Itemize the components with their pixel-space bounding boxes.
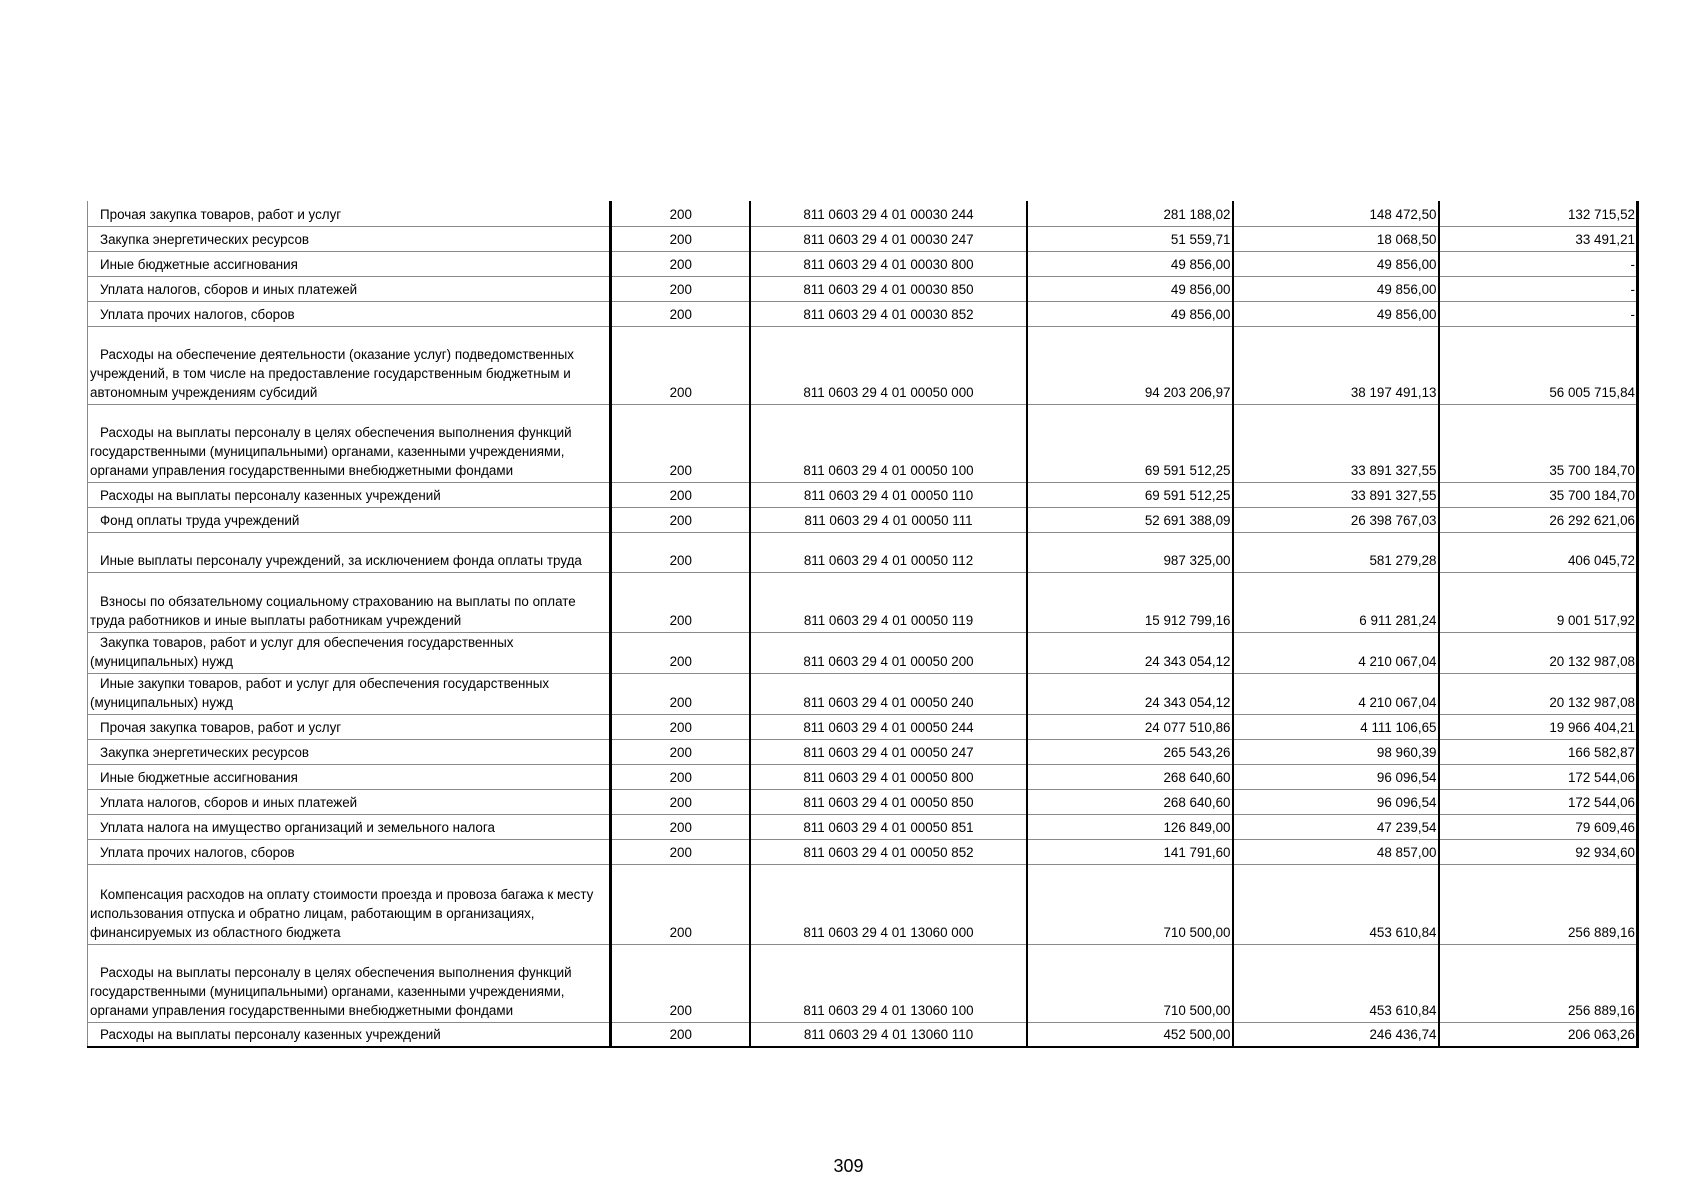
row-kbk-cell: 811 0603 29 4 01 00050 111 bbox=[750, 507, 1027, 532]
row-code-cell: 200 bbox=[611, 507, 750, 532]
row-name-cell: Закупка энергетических ресурсов bbox=[88, 739, 611, 764]
row-approved-cell: 24 343 054,12 bbox=[1027, 632, 1233, 673]
row-executed-cell: 4 210 067,04 bbox=[1233, 673, 1439, 714]
row-code-cell: 200 bbox=[611, 944, 750, 1022]
row-kbk-cell: 811 0603 29 4 01 00050 119 bbox=[750, 572, 1027, 632]
row-executed-cell: 18 068,50 bbox=[1233, 226, 1439, 251]
table-row bbox=[88, 739, 1638, 764]
row-kbk-cell: 811 0603 29 4 01 13060 100 bbox=[750, 944, 1027, 1022]
row-executed-cell: 4 210 067,04 bbox=[1233, 632, 1439, 673]
table-row bbox=[88, 789, 1638, 814]
row-unexecuted-cell: 256 889,16 bbox=[1439, 944, 1638, 1022]
table-row bbox=[88, 226, 1638, 251]
table-row bbox=[88, 404, 1638, 482]
row-code-cell: 200 bbox=[611, 326, 750, 404]
row-name-cell: Иные бюджетные ассигнования bbox=[88, 764, 611, 789]
table-row bbox=[88, 532, 1638, 572]
row-unexecuted-cell: 19 966 404,21 bbox=[1439, 714, 1638, 739]
row-code-cell: 200 bbox=[611, 251, 750, 276]
row-unexecuted-cell: 20 132 987,08 bbox=[1439, 673, 1638, 714]
table-row bbox=[88, 251, 1638, 276]
row-name-cell: Уплата прочих налогов, сборов bbox=[88, 301, 611, 326]
row-executed-cell: 38 197 491,13 bbox=[1233, 326, 1439, 404]
row-approved-cell: 49 856,00 bbox=[1027, 251, 1233, 276]
row-unexecuted-cell: - bbox=[1439, 301, 1638, 326]
row-unexecuted-cell: 20 132 987,08 bbox=[1439, 632, 1638, 673]
row-code-cell: 200 bbox=[611, 226, 750, 251]
table-row bbox=[88, 864, 1638, 944]
row-unexecuted-cell: 206 063,26 bbox=[1439, 1022, 1638, 1047]
row-unexecuted-cell: 406 045,72 bbox=[1439, 532, 1638, 572]
row-code-cell: 200 bbox=[611, 839, 750, 864]
row-kbk-cell: 811 0603 29 4 01 13060 000 bbox=[750, 864, 1027, 944]
row-name-cell: Фонд оплаты труда учреждений bbox=[88, 507, 611, 532]
row-unexecuted-cell: 172 544,06 bbox=[1439, 789, 1638, 814]
row-executed-cell: 148 472,50 bbox=[1233, 201, 1439, 226]
row-executed-cell: 96 096,54 bbox=[1233, 789, 1439, 814]
row-executed-cell: 96 096,54 bbox=[1233, 764, 1439, 789]
table-row bbox=[88, 201, 1638, 226]
row-kbk-cell: 811 0603 29 4 01 00030 800 bbox=[750, 251, 1027, 276]
row-name-cell: Прочая закупка товаров, работ и услуг bbox=[88, 201, 611, 226]
row-name-cell: Расходы на выплаты персоналу казенных учреждений bbox=[88, 482, 611, 507]
table-row bbox=[88, 482, 1638, 507]
table-row bbox=[88, 764, 1638, 789]
row-name-cell: Уплата налога на имущество организаций и земельного налога bbox=[88, 814, 611, 839]
row-name-cell: Расходы на обеспечение деятельности (оказание услуг) подведомственных учреждений, в том числе на предоставление государственным бюджетным и автономным учреждениям субсидий bbox=[88, 326, 611, 404]
row-approved-cell: 24 077 510,86 bbox=[1027, 714, 1233, 739]
row-approved-cell: 69 591 512,25 bbox=[1027, 404, 1233, 482]
row-approved-cell: 52 691 388,09 bbox=[1027, 507, 1233, 532]
table-row bbox=[88, 839, 1638, 864]
row-code-cell: 200 bbox=[611, 1022, 750, 1047]
table-row bbox=[88, 1022, 1638, 1047]
table-body bbox=[88, 201, 1638, 1047]
row-approved-cell: 126 849,00 bbox=[1027, 814, 1233, 839]
row-code-cell: 200 bbox=[611, 301, 750, 326]
row-executed-cell: 453 610,84 bbox=[1233, 944, 1439, 1022]
table-row bbox=[88, 276, 1638, 301]
row-approved-cell: 141 791,60 bbox=[1027, 839, 1233, 864]
row-executed-cell: 246 436,74 bbox=[1233, 1022, 1439, 1047]
row-executed-cell: 49 856,00 bbox=[1233, 301, 1439, 326]
row-code-cell: 200 bbox=[611, 673, 750, 714]
row-name-cell: Иные закупки товаров, работ и услуг для обеспечения государственных (муниципальных) нужд bbox=[88, 673, 611, 714]
row-executed-cell: 98 960,39 bbox=[1233, 739, 1439, 764]
row-executed-cell: 4 111 106,65 bbox=[1233, 714, 1439, 739]
table-row bbox=[88, 944, 1638, 1022]
row-approved-cell: 24 343 054,12 bbox=[1027, 673, 1233, 714]
row-unexecuted-cell: 9 001 517,92 bbox=[1439, 572, 1638, 632]
row-kbk-cell: 811 0603 29 4 01 00050 800 bbox=[750, 764, 1027, 789]
row-code-cell: 200 bbox=[611, 276, 750, 301]
table-row bbox=[88, 673, 1638, 714]
row-kbk-cell: 811 0603 29 4 01 00050 100 bbox=[750, 404, 1027, 482]
row-approved-cell: 710 500,00 bbox=[1027, 864, 1233, 944]
row-executed-cell: 581 279,28 bbox=[1233, 532, 1439, 572]
row-kbk-cell: 811 0603 29 4 01 00050 000 bbox=[750, 326, 1027, 404]
row-unexecuted-cell: 35 700 184,70 bbox=[1439, 482, 1638, 507]
row-executed-cell: 26 398 767,03 bbox=[1233, 507, 1439, 532]
row-name-cell: Прочая закупка товаров, работ и услуг bbox=[88, 714, 611, 739]
row-kbk-cell: 811 0603 29 4 01 00030 850 bbox=[750, 276, 1027, 301]
row-approved-cell: 710 500,00 bbox=[1027, 944, 1233, 1022]
row-kbk-cell: 811 0603 29 4 01 00050 240 bbox=[750, 673, 1027, 714]
row-unexecuted-cell: - bbox=[1439, 276, 1638, 301]
row-unexecuted-cell: - bbox=[1439, 251, 1638, 276]
row-kbk-cell: 811 0603 29 4 01 00050 110 bbox=[750, 482, 1027, 507]
row-executed-cell: 33 891 327,55 bbox=[1233, 482, 1439, 507]
row-unexecuted-cell: 166 582,87 bbox=[1439, 739, 1638, 764]
row-approved-cell: 51 559,71 bbox=[1027, 226, 1233, 251]
row-kbk-cell: 811 0603 29 4 01 00050 247 bbox=[750, 739, 1027, 764]
row-executed-cell: 49 856,00 bbox=[1233, 251, 1439, 276]
row-approved-cell: 268 640,60 bbox=[1027, 764, 1233, 789]
row-kbk-cell: 811 0603 29 4 01 00030 247 bbox=[750, 226, 1027, 251]
row-approved-cell: 49 856,00 bbox=[1027, 276, 1233, 301]
row-unexecuted-cell: 26 292 621,06 bbox=[1439, 507, 1638, 532]
row-name-cell: Уплата прочих налогов, сборов bbox=[88, 839, 611, 864]
row-code-cell: 200 bbox=[611, 764, 750, 789]
row-name-cell: Компенсация расходов на оплату стоимости проезда и провоза багажа к месту использования отпуска и обратно лицам, работающим в организациях, финансируемых из областного бюджета bbox=[88, 864, 611, 944]
row-code-cell: 200 bbox=[611, 714, 750, 739]
row-approved-cell: 94 203 206,97 bbox=[1027, 326, 1233, 404]
row-approved-cell: 268 640,60 bbox=[1027, 789, 1233, 814]
row-approved-cell: 265 543,26 bbox=[1027, 739, 1233, 764]
row-name-cell: Уплата налогов, сборов и иных платежей bbox=[88, 276, 611, 301]
row-kbk-cell: 811 0603 29 4 01 00050 200 bbox=[750, 632, 1027, 673]
row-unexecuted-cell: 79 609,46 bbox=[1439, 814, 1638, 839]
row-executed-cell: 6 911 281,24 bbox=[1233, 572, 1439, 632]
row-executed-cell: 47 239,54 bbox=[1233, 814, 1439, 839]
row-executed-cell: 49 856,00 bbox=[1233, 276, 1439, 301]
row-code-cell: 200 bbox=[611, 632, 750, 673]
row-code-cell: 200 bbox=[611, 482, 750, 507]
row-kbk-cell: 811 0603 29 4 01 00050 851 bbox=[750, 814, 1027, 839]
row-unexecuted-cell: 56 005 715,84 bbox=[1439, 326, 1638, 404]
row-executed-cell: 48 857,00 bbox=[1233, 839, 1439, 864]
row-code-cell: 200 bbox=[611, 864, 750, 944]
row-kbk-cell: 811 0603 29 4 01 00050 850 bbox=[750, 789, 1027, 814]
row-name-cell: Взносы по обязательному социальному страхованию на выплаты по оплате труда работников и иные выплаты работникам учреждений bbox=[88, 572, 611, 632]
row-executed-cell: 453 610,84 bbox=[1233, 864, 1439, 944]
row-unexecuted-cell: 256 889,16 bbox=[1439, 864, 1638, 944]
row-code-cell: 200 bbox=[611, 814, 750, 839]
budget-execution-table bbox=[87, 201, 1639, 1048]
row-name-cell: Расходы на выплаты персоналу казенных учреждений bbox=[88, 1022, 611, 1047]
row-kbk-cell: 811 0603 29 4 01 00050 244 bbox=[750, 714, 1027, 739]
row-unexecuted-cell: 92 934,60 bbox=[1439, 839, 1638, 864]
row-code-cell: 200 bbox=[611, 572, 750, 632]
table-row bbox=[88, 714, 1638, 739]
row-unexecuted-cell: 33 491,21 bbox=[1439, 226, 1638, 251]
row-kbk-cell: 811 0603 29 4 01 00030 244 bbox=[750, 201, 1027, 226]
row-unexecuted-cell: 172 544,06 bbox=[1439, 764, 1638, 789]
row-code-cell: 200 bbox=[611, 404, 750, 482]
row-executed-cell: 33 891 327,55 bbox=[1233, 404, 1439, 482]
row-unexecuted-cell: 132 715,52 bbox=[1439, 201, 1638, 226]
row-approved-cell: 452 500,00 bbox=[1027, 1022, 1233, 1047]
row-code-cell: 200 bbox=[611, 201, 750, 226]
row-kbk-cell: 811 0603 29 4 01 13060 110 bbox=[750, 1022, 1027, 1047]
row-code-cell: 200 bbox=[611, 789, 750, 814]
row-name-cell: Уплата налогов, сборов и иных платежей bbox=[88, 789, 611, 814]
row-approved-cell: 49 856,00 bbox=[1027, 301, 1233, 326]
table-row bbox=[88, 326, 1638, 404]
row-name-cell: Закупка энергетических ресурсов bbox=[88, 226, 611, 251]
row-code-cell: 200 bbox=[611, 532, 750, 572]
row-name-cell: Иные бюджетные ассигнования bbox=[88, 251, 611, 276]
row-approved-cell: 15 912 799,16 bbox=[1027, 572, 1233, 632]
row-name-cell: Закупка товаров, работ и услуг для обеспечения государственных (муниципальных) нужд bbox=[88, 632, 611, 673]
row-unexecuted-cell: 35 700 184,70 bbox=[1439, 404, 1638, 482]
table-row bbox=[88, 632, 1638, 673]
row-approved-cell: 987 325,00 bbox=[1027, 532, 1233, 572]
row-name-cell: Расходы на выплаты персоналу в целях обеспечения выполнения функций государственными (муниципальными) органами, казенными учреждениями, органами управления государственными внебюджетными фондами bbox=[88, 944, 611, 1022]
page-number: 309 bbox=[833, 1156, 864, 1176]
row-approved-cell: 69 591 512,25 bbox=[1027, 482, 1233, 507]
row-name-cell: Расходы на выплаты персоналу в целях обеспечения выполнения функций государственными (муниципальными) органами, казенными учреждениями, органами управления государственными внебюджетными фондами bbox=[88, 404, 611, 482]
table-row bbox=[88, 301, 1638, 326]
row-kbk-cell: 811 0603 29 4 01 00050 112 bbox=[750, 532, 1027, 572]
row-kbk-cell: 811 0603 29 4 01 00050 852 bbox=[750, 839, 1027, 864]
table-row bbox=[88, 507, 1638, 532]
table-row bbox=[88, 572, 1638, 632]
table-row bbox=[88, 814, 1638, 839]
row-name-cell: Иные выплаты персоналу учреждений, за исключением фонда оплаты труда bbox=[88, 532, 611, 572]
row-approved-cell: 281 188,02 bbox=[1027, 201, 1233, 226]
row-kbk-cell: 811 0603 29 4 01 00030 852 bbox=[750, 301, 1027, 326]
row-code-cell: 200 bbox=[611, 739, 750, 764]
